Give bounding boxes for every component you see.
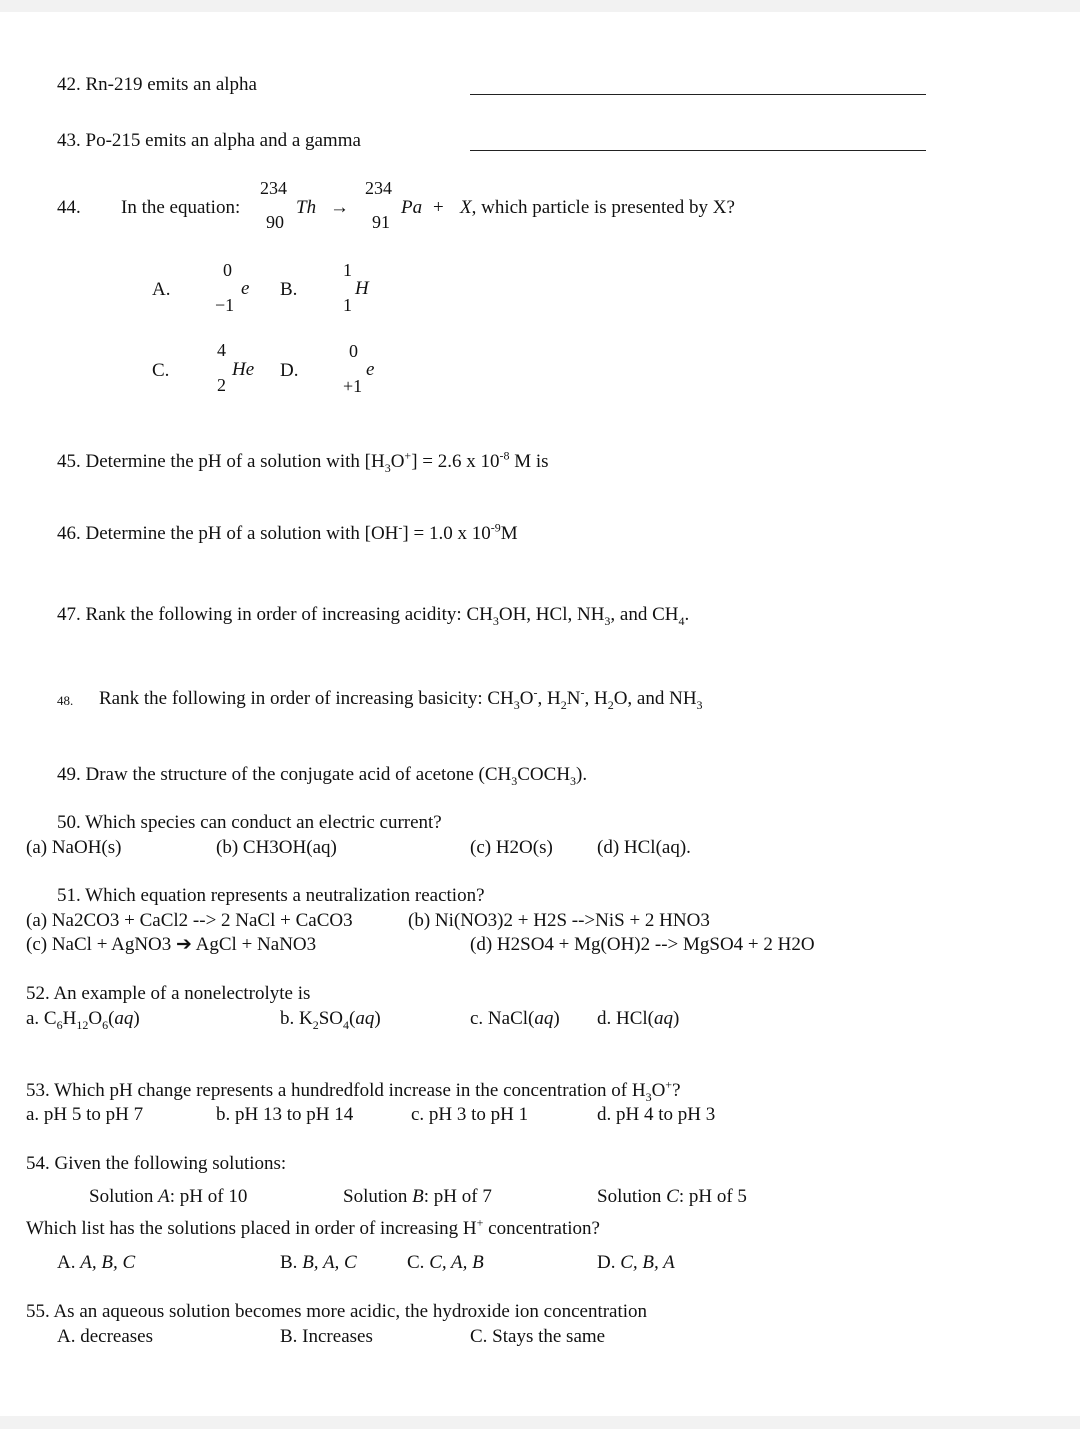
- option-text: C, A, B: [429, 1252, 484, 1273]
- state-label: aq: [534, 1008, 554, 1029]
- question-text: O: [390, 451, 405, 472]
- question-text: concentration?: [483, 1218, 600, 1239]
- question-text: ?: [672, 1080, 681, 1101]
- subscript: 2: [560, 697, 567, 712]
- option-54-d: [597, 1252, 675, 1274]
- question-text: Determine the pH of a solution with [OH: [85, 523, 399, 544]
- option-53-a: a. pH 5 to pH 7: [26, 1104, 144, 1125]
- option-55-c: C. Stays the same: [470, 1326, 606, 1347]
- option-a-atomic: −1: [215, 295, 235, 315]
- option-54-a: [57, 1252, 135, 1274]
- solution-text: Solution: [89, 1186, 159, 1207]
- option-53-c: c. pH 3 to pH 1: [411, 1104, 529, 1125]
- reaction-arrow: →: [330, 197, 349, 218]
- question-text: , and CH: [610, 604, 679, 625]
- question-44-lead: In the equation:: [121, 197, 241, 218]
- option-text: B, A, C: [302, 1252, 357, 1273]
- option-50-d: (d) HCl(aq).: [597, 837, 691, 858]
- subscript: 3: [511, 773, 518, 788]
- option-50-c: (c) H2O(s): [470, 837, 553, 858]
- option-d-atomic: +1: [343, 376, 363, 396]
- solution-c: [597, 1186, 747, 1208]
- question-44-number: 44.: [57, 197, 81, 218]
- option-51-b: (b) Ni(NO3)2 + H2S -->NiS + 2 HNO3: [408, 910, 710, 931]
- option-d-symbol: e: [366, 359, 375, 380]
- question-54-question: [26, 1215, 600, 1240]
- question-52-stem: 52. An example of a nonelectrolyte is: [26, 983, 311, 1004]
- option-text: d. HCl(: [597, 1008, 654, 1029]
- subscript: 12: [76, 1017, 89, 1032]
- option-text: SO: [318, 1008, 344, 1029]
- question-text: O, and NH: [613, 688, 697, 709]
- option-b-letter: B.: [280, 279, 298, 300]
- option-text: c. NaCl(: [470, 1008, 535, 1029]
- reactant-symbol: Th: [296, 197, 317, 218]
- question-text: ] = 2.6 x 10: [411, 451, 500, 472]
- question-text: M is: [509, 451, 549, 472]
- option-b-atomic: 1: [343, 295, 352, 315]
- option-50-b: (b) CH3OH(aq): [216, 837, 337, 858]
- subscript: 3: [696, 697, 703, 712]
- option-a-mass: 0: [223, 260, 232, 280]
- question-text: M: [500, 523, 518, 544]
- option-a-letter: A.: [152, 279, 171, 300]
- solution-text: Solution: [343, 1186, 413, 1207]
- option-d-mass: 0: [349, 341, 358, 361]
- subscript: 2: [312, 1017, 319, 1032]
- solution-text: : pH of 7: [423, 1186, 492, 1207]
- subscript: 3: [604, 613, 611, 628]
- subscript: 3: [645, 1089, 652, 1104]
- solution-a: [89, 1186, 247, 1208]
- solution-id: A: [158, 1186, 170, 1207]
- subscript: 4: [678, 613, 685, 628]
- subscript: 3: [492, 613, 499, 628]
- superscript: -: [398, 520, 403, 535]
- option-text: ): [553, 1008, 560, 1029]
- question-text: N: [566, 688, 581, 709]
- question-text: Draw the structure of the conjugate acid of acetone (CH: [85, 764, 512, 785]
- option-52-c: [470, 1008, 560, 1030]
- option-text: O: [88, 1008, 103, 1029]
- question-53-stem: [26, 1077, 681, 1104]
- option-52-a: [26, 1008, 140, 1030]
- solution-text: Solution: [597, 1186, 667, 1207]
- superscript: +: [665, 1077, 673, 1092]
- option-50-a: (a) NaOH(s): [26, 837, 122, 858]
- option-51-c: [26, 934, 316, 956]
- question-text: Which list has the solutions placed in order of increasing H: [26, 1218, 477, 1239]
- superscript: -8: [499, 448, 510, 463]
- option-text: (: [349, 1008, 356, 1029]
- question-50-stem: 50. Which species can conduct an electric current?: [57, 812, 442, 833]
- option-51-d: (d) H2SO4 + Mg(OH)2 --> MgSO4 + 2 H2O: [470, 934, 815, 955]
- option-51-a: (a) Na2CO3 + CaCl2 --> 2 NaCl + CaCO3: [26, 910, 353, 931]
- option-53-b: b. pH 13 to pH 14: [216, 1104, 354, 1125]
- product-atomic-number: 91: [372, 212, 390, 232]
- question-text: COCH: [517, 764, 571, 785]
- subscript: 6: [56, 1017, 63, 1032]
- question-text: , which particle is presented by X?: [471, 197, 735, 218]
- question-54-stem: 54. Given the following solutions:: [26, 1153, 287, 1174]
- question-text: Rn-219 emits an alpha: [85, 74, 257, 95]
- question-47: [57, 604, 689, 626]
- option-b-mass: 1: [343, 260, 352, 280]
- question-number: 49.: [57, 764, 81, 785]
- option-c-atomic: 2: [217, 375, 226, 395]
- option-letter: A.: [57, 1252, 81, 1273]
- subscript: 4: [343, 1017, 350, 1032]
- question-55-stem: 55. As an aqueous solution becomes more acidic, the hydroxide ion concentration: [26, 1301, 648, 1322]
- arrow-icon: ➔: [176, 934, 192, 955]
- question-text: Determine the pH of a solution with [H: [85, 451, 385, 472]
- option-text: (: [108, 1008, 115, 1029]
- option-text: ): [374, 1008, 381, 1029]
- state-label: aq: [114, 1008, 134, 1029]
- answer-line-42[interactable]: [470, 94, 926, 95]
- question-text: , H: [584, 688, 608, 709]
- option-c-mass: 4: [217, 340, 226, 360]
- question-text: Rank the following in order of increasing basicity: CH: [99, 688, 514, 709]
- question-text: .: [684, 604, 690, 625]
- question-number: 42.: [57, 74, 81, 95]
- product-symbol: Pa: [401, 197, 423, 218]
- option-52-d: [597, 1008, 679, 1030]
- question-number: 45.: [57, 451, 81, 472]
- state-label: aq: [355, 1008, 375, 1029]
- option-text: b. K: [280, 1008, 313, 1029]
- option-text: A, B, C: [80, 1252, 136, 1273]
- question-51-stem: 51. Which equation represents a neutralization reaction?: [57, 885, 485, 906]
- option-letter: C.: [407, 1252, 430, 1273]
- unknown-particle: X: [460, 197, 472, 218]
- question-text: O: [519, 688, 534, 709]
- subscript: 2: [607, 697, 614, 712]
- answer-line-43[interactable]: [470, 150, 926, 151]
- solution-id: B: [412, 1186, 424, 1207]
- option-55-a: A. decreases: [57, 1326, 154, 1347]
- superscript: -: [580, 685, 585, 700]
- question-text: ] = 1.0 x 10: [402, 523, 491, 544]
- question-49: [57, 764, 587, 786]
- question-42: [57, 74, 257, 96]
- subscript: 3: [570, 773, 577, 788]
- solution-text: : pH of 5: [678, 1186, 747, 1207]
- option-55-b: B. Increases: [280, 1326, 373, 1347]
- option-text: (c) NaCl + AgNO3: [26, 934, 177, 955]
- state-label: aq: [654, 1008, 673, 1029]
- question-44-tail: [460, 197, 735, 219]
- option-54-c: [407, 1252, 484, 1274]
- product-mass-number: 234: [365, 178, 392, 198]
- solution-b: [343, 1186, 492, 1208]
- option-b-symbol: H: [355, 278, 369, 299]
- subscript: 6: [102, 1017, 109, 1032]
- option-a-symbol: e: [241, 278, 250, 299]
- question-text: ).: [576, 764, 588, 785]
- question-text: Rank the following in order of increasing acidity: CH: [85, 604, 493, 625]
- question-48-number: 48.: [57, 693, 74, 708]
- subscript: 3: [513, 697, 520, 712]
- option-text: ): [673, 1008, 680, 1029]
- superscript: -: [533, 685, 538, 700]
- question-text: O: [651, 1080, 666, 1101]
- question-43: [57, 130, 361, 152]
- question-46: [57, 520, 518, 545]
- option-c-symbol: He: [232, 359, 255, 380]
- option-text: AgCl + NaNO3: [191, 934, 317, 955]
- question-number: 46.: [57, 523, 81, 544]
- subscript: 3: [384, 460, 391, 475]
- option-letter: D.: [597, 1252, 621, 1273]
- option-54-b: [280, 1252, 357, 1274]
- question-text: , H: [537, 688, 561, 709]
- solution-id: C: [666, 1186, 679, 1207]
- option-53-d: d. pH 4 to pH 3: [597, 1104, 716, 1125]
- plus-sign: +: [433, 197, 444, 218]
- question-48: [99, 685, 703, 712]
- superscript: -9: [490, 520, 501, 535]
- option-letter: B.: [280, 1252, 303, 1273]
- option-52-b: [280, 1008, 381, 1030]
- question-text: 53. Which pH change represents a hundredfold increase in the concentration of H: [26, 1080, 646, 1101]
- superscript: +: [476, 1215, 484, 1230]
- question-text: OH, HCl, NH: [498, 604, 605, 625]
- question-number: 47.: [57, 604, 81, 625]
- option-text: a. C: [26, 1008, 57, 1029]
- option-text: ): [133, 1008, 140, 1029]
- option-text: C, B, A: [620, 1252, 675, 1273]
- reactant-atomic-number: 90: [266, 212, 284, 232]
- worksheet-page: [0, 12, 1080, 1416]
- solution-text: : pH of 10: [169, 1186, 248, 1207]
- option-c-letter: C.: [152, 360, 170, 381]
- reactant-mass-number: 234: [260, 178, 287, 198]
- question-text: Po-215 emits an alpha and a gamma: [85, 130, 361, 151]
- question-number: 43.: [57, 130, 81, 151]
- option-d-letter: D.: [280, 360, 299, 381]
- superscript: +: [404, 448, 412, 463]
- option-text: H: [62, 1008, 77, 1029]
- question-45: [57, 448, 549, 475]
